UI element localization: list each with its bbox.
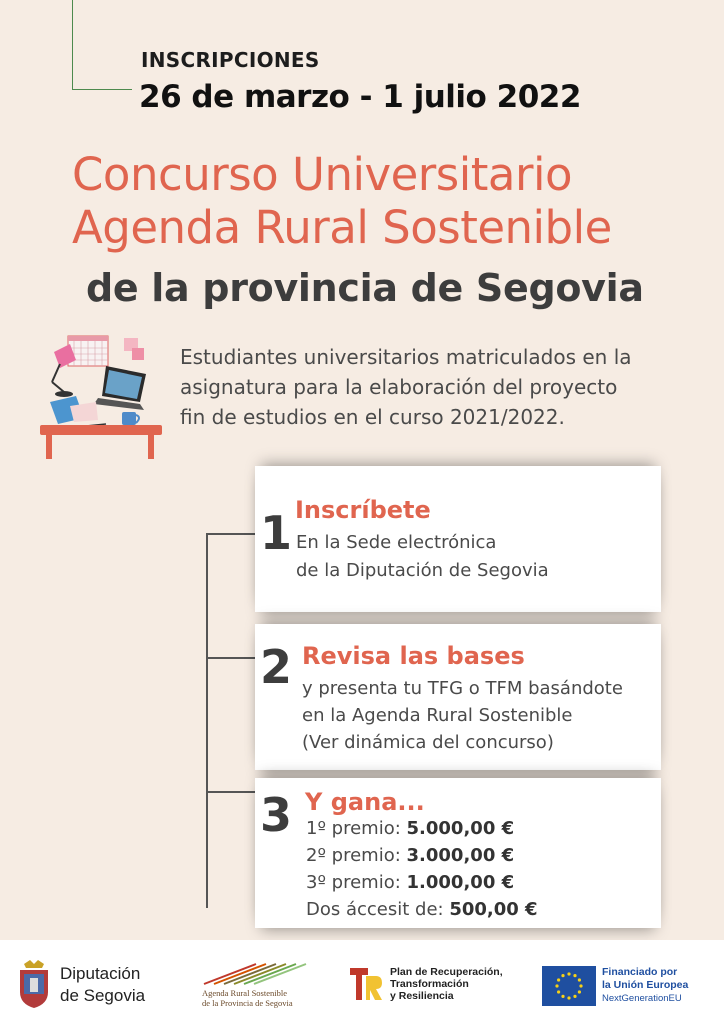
registration-dates: 26 de marzo - 1 julio 2022 bbox=[139, 79, 581, 115]
diputacion-line-2: de Segovia bbox=[60, 986, 146, 1005]
agenda-line-2: de la Provincia de Segovia bbox=[202, 998, 293, 1008]
step-number: 3 bbox=[260, 788, 293, 842]
plan-line-2: Transformación bbox=[390, 978, 469, 990]
title-line-3: de la provincia de Segovia bbox=[86, 266, 644, 310]
prize-line bbox=[306, 899, 538, 920]
step-card-2 bbox=[255, 624, 661, 770]
prize-amount: 5.000,00 € bbox=[406, 818, 515, 839]
eu-flag-icon bbox=[542, 966, 596, 1006]
intro-text bbox=[180, 342, 700, 432]
title-line-2: Agenda Rural Sostenible bbox=[72, 201, 612, 254]
step-card-1 bbox=[255, 466, 661, 612]
step-number: 1 bbox=[260, 506, 293, 560]
step-line: y presenta tu TFG o TFM basándote bbox=[302, 678, 623, 699]
tr-icon bbox=[348, 964, 384, 1004]
prize-amount: 3.000,00 € bbox=[406, 845, 515, 866]
intro-line-1: Estudiantes universitarios matriculados en la bbox=[180, 345, 632, 369]
prize-line bbox=[306, 818, 514, 839]
plan-line-1: Plan de Recuperación, bbox=[390, 966, 503, 978]
decorative-line-horizontal bbox=[72, 89, 132, 90]
prize-line bbox=[306, 845, 514, 866]
step-number: 2 bbox=[260, 640, 293, 694]
eu-logo bbox=[542, 966, 712, 1010]
coat-of-arms-icon bbox=[16, 958, 52, 1010]
intro-line-2: asignatura para la elaboración del proyecto bbox=[180, 375, 618, 399]
step-1-connector bbox=[206, 533, 255, 535]
stripes-icon bbox=[196, 960, 308, 986]
steps-connector-vertical bbox=[206, 534, 208, 908]
step-line: (Ver dinámica del concurso) bbox=[302, 732, 554, 753]
desk-illustration bbox=[36, 330, 166, 460]
step-heading: Revisa las bases bbox=[302, 642, 525, 670]
step-card-3 bbox=[255, 778, 661, 928]
agenda-line-1: Agenda Rural Sostenible bbox=[202, 988, 287, 998]
prize-label: 3º premio: bbox=[306, 872, 401, 893]
inscripciones-label: INSCRIPCIONES bbox=[141, 48, 320, 72]
step-heading: Inscríbete bbox=[295, 496, 431, 524]
decorative-line-vertical bbox=[72, 0, 73, 90]
eu-line-3: NextGenerationEU bbox=[602, 993, 682, 1004]
step-heading: Y gana... bbox=[305, 788, 425, 816]
step-2-connector bbox=[206, 657, 258, 659]
step-line: en la Agenda Rural Sostenible bbox=[302, 705, 573, 726]
footer-logos bbox=[0, 940, 724, 1024]
eu-line-1: Financiado por bbox=[602, 966, 678, 978]
plan-recuperacion-logo bbox=[348, 964, 518, 1008]
step-line: En la Sede electrónica bbox=[296, 532, 497, 553]
prize-amount: 1.000,00 € bbox=[406, 872, 515, 893]
agenda-rural-logo bbox=[196, 960, 316, 1016]
step-line: de la Diputación de Segovia bbox=[296, 560, 549, 581]
prize-amount: 500,00 € bbox=[449, 899, 538, 920]
intro-line-3: fin de estudios en el curso 2021/2022. bbox=[180, 405, 565, 429]
step-3-connector bbox=[206, 791, 256, 793]
diputacion-line-1: Diputación bbox=[60, 964, 141, 983]
plan-line-3: y Resiliencia bbox=[390, 990, 454, 1002]
prize-label: 2º premio: bbox=[306, 845, 401, 866]
prize-label: Dos áccesit de: bbox=[306, 899, 444, 920]
prize-line bbox=[306, 872, 514, 893]
eu-line-2: la Unión Europea bbox=[602, 979, 689, 991]
title-line-1: Concurso Universitario bbox=[72, 148, 572, 201]
prize-label: 1º premio: bbox=[306, 818, 401, 839]
diputacion-logo bbox=[16, 958, 161, 1014]
